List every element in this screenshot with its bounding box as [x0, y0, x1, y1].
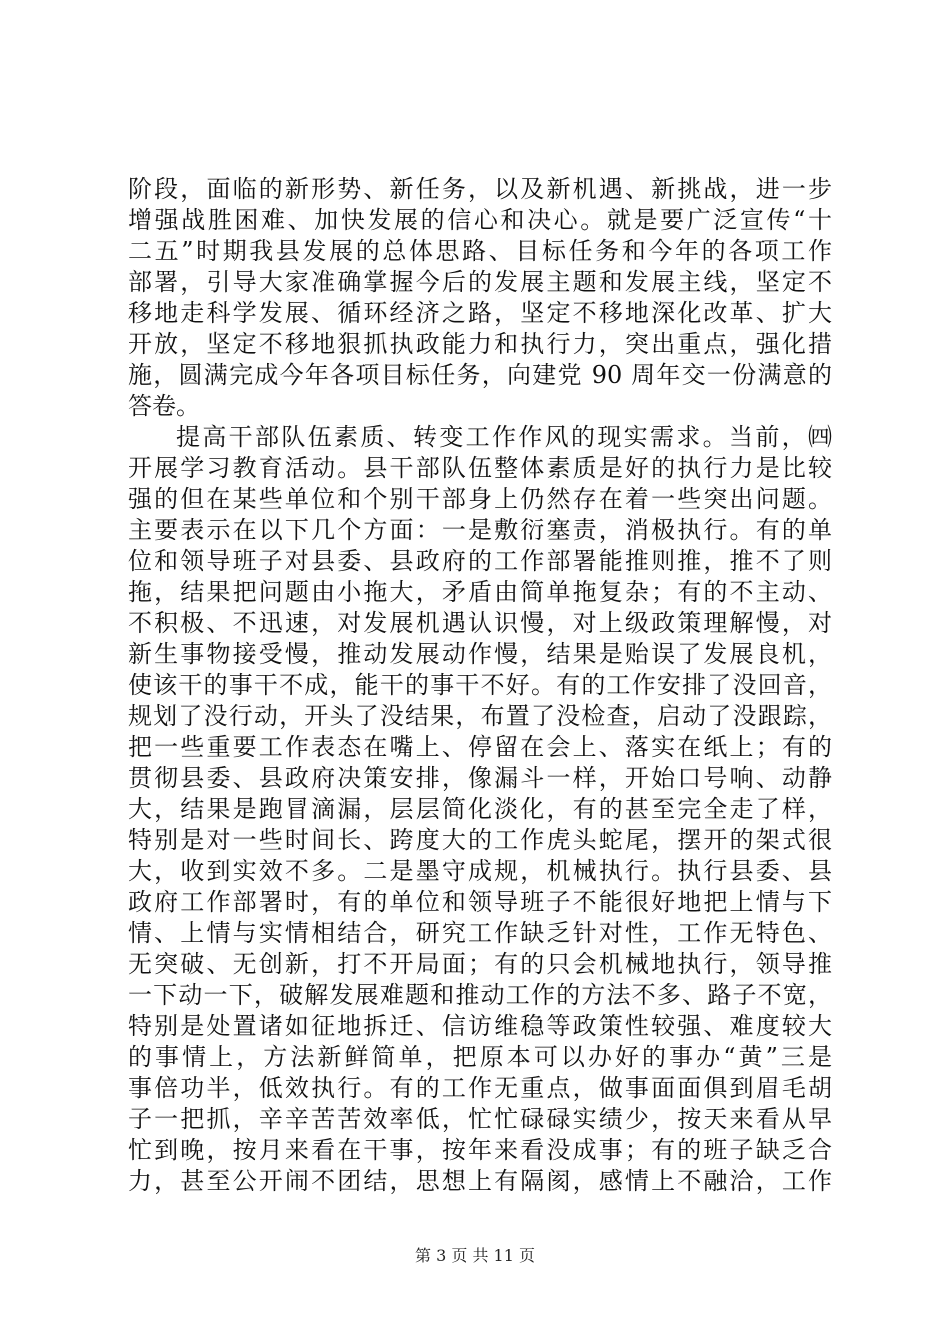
text-line: 一下动一下，破解发展难题和推动工作的方法不多、路子不宽，: [128, 981, 832, 1009]
text-line: 大，结果是跑冒滴漏，层层简化淡化，有的甚至完全走了样，: [128, 795, 832, 823]
text-line: 规划了没行动，开头了没结果，布置了没检查，启动了没跟踪，: [128, 702, 832, 730]
text-line: 拖，结果把问题由小拖大，矛盾由简单拖复杂；有的不主动、: [128, 578, 832, 606]
page-footer: [0, 1246, 950, 1266]
text-line: 开放，坚定不移地狠抓执政能力和执行力，突出重点，强化措: [128, 330, 832, 358]
text-line: 开展学习教育活动。县干部队伍整体素质是好的执行力是比较: [128, 454, 832, 482]
text-line: 的事情上，方法新鲜简单，把原本可以办好的事办“黄”三是: [128, 1043, 832, 1071]
text-line: 主要表示在以下几个方面：一是敷衍塞责，消极执行。有的单: [128, 516, 832, 544]
text-line: 使该干的事干不成，能干的事干不好。有的工作安排了没回音，: [128, 671, 832, 699]
text-line: 力，甚至公开闹不团结，思想上有隔阂，感情上不融洽，工作: [128, 1167, 832, 1195]
body-text: [128, 174, 832, 1197]
text-line: 施，圆满完成今年各项目标任务，向建党 90 周年交一份满意的: [128, 361, 832, 389]
text-line: 答卷。: [128, 392, 200, 420]
text-line: 忙到晚，按月来看在干事，按年来看没成事；有的班子缺乏合: [128, 1136, 832, 1164]
text-line: 增强战胜困难、加快发展的信心和决心。就是要广泛宣传“十: [128, 206, 832, 234]
paragraph-start-line: 提高干部队伍素质、转变工作作风的现实需求。当前，㈣: [176, 423, 832, 451]
text-line: 无突破、无创新，打不开局面；有的只会机械地执行，领导推: [128, 950, 832, 978]
text-line: 特别是对一些时间长、跨度大的工作虎头蛇尾，摆开的架式很: [128, 826, 832, 854]
text-line: 大，收到实效不多。二是墨守成规，机械执行。执行县委、县: [128, 857, 832, 885]
text-line: 情、上情与实情相结合，研究工作缺乏针对性，工作无特色、: [128, 919, 832, 947]
text-line: 二五”时期我县发展的总体思路、目标任务和今年的各项工作: [128, 237, 832, 265]
text-line: 强的但在某些单位和个别干部身上仍然存在着一些突出问题。: [128, 485, 832, 513]
text-line: 阶段，面临的新形势、新任务，以及新机遇、新挑战，进一步: [128, 175, 832, 203]
text-line: 子一把抓，辛辛苦苦效率低，忙忙碌碌实绩少，按天来看从早: [128, 1105, 832, 1133]
text-line: 不积极、不迅速，对发展机遇认识慢，对上级政策理解慢，对: [128, 609, 832, 637]
page-number-label: 第 3 页 共 11 页: [415, 1246, 535, 1265]
text-line: 特别是处置诸如征地拆迁、信访维稳等政策性较强、难度较大: [128, 1012, 832, 1040]
text-line: 把一些重要工作表态在嘴上、停留在会上、落实在纸上；有的: [128, 733, 832, 761]
text-line: 贯彻县委、县政府决策安排，像漏斗一样，开始口号响、动静: [128, 764, 832, 792]
text-line: 政府工作部署时，有的单位和领导班子不能很好地把上情与下: [128, 888, 832, 916]
text-line: 新生事物接受慢，推动发展动作慢，结果是贻误了发展良机，: [128, 640, 832, 668]
text-line: 事倍功半，低效执行。有的工作无重点，做事面面俱到眉毛胡: [128, 1074, 832, 1102]
text-line: 位和领导班子对县委、县政府的工作部署能推则推，推不了则: [128, 547, 832, 575]
text-line: 部署，引导大家准确掌握今后的发展主题和发展主线，坚定不: [128, 268, 832, 296]
text-line: 移地走科学发展、循环经济之路，坚定不移地深化改革、扩大: [128, 299, 832, 327]
